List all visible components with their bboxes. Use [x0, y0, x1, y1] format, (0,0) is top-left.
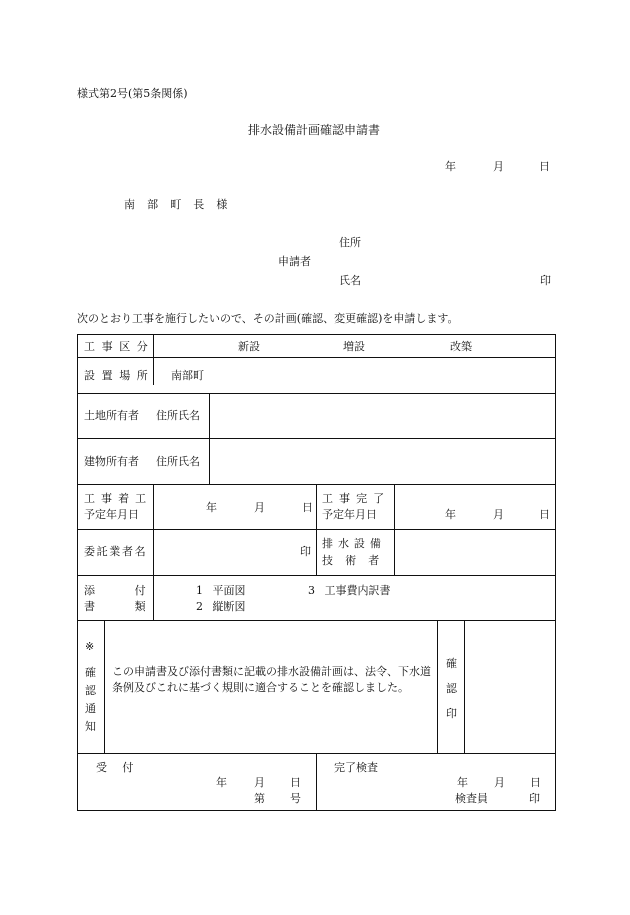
- work-type-label: 工事区分: [84, 340, 155, 353]
- date-day-label: 日: [539, 160, 550, 173]
- start-month: 月: [254, 501, 265, 514]
- date-month-label: 月: [493, 160, 504, 173]
- receipt-number-suffix: 号: [290, 792, 301, 805]
- inspection-label: 完了検査: [334, 761, 378, 774]
- applicant-address-label: 住所: [339, 236, 361, 249]
- confirm-seal-char: 認: [446, 682, 457, 695]
- inspection-day: 日: [530, 776, 541, 789]
- applicant-name-label: 氏名: [339, 274, 361, 287]
- receipt-year: 年: [216, 776, 227, 789]
- row-divider: [77, 620, 556, 621]
- end-year: 年: [445, 508, 456, 521]
- addressee: 南部町長様: [124, 198, 240, 211]
- applicant-label: 申請者: [278, 255, 311, 268]
- inspector-label: 検査員: [455, 792, 488, 805]
- location-value: 南部町: [171, 369, 204, 382]
- applicant-seal: 印: [540, 274, 551, 287]
- confirm-label-char: 認: [85, 684, 96, 697]
- confirm-label-char: 確: [85, 666, 96, 679]
- start-label-1: 工事着工: [84, 492, 153, 505]
- building-owner-label: 建物所有者: [84, 455, 139, 468]
- receipt-number-prefix: 第: [254, 792, 265, 805]
- col-divider: [209, 393, 210, 484]
- col-divider: [437, 620, 438, 753]
- engineer-label-2: 技術者: [322, 554, 392, 567]
- receipt-month: 月: [254, 776, 265, 789]
- confirm-seal-char: 確: [446, 657, 457, 670]
- land-owner-label: 土地所有者: [84, 409, 139, 422]
- contractor-label: 委託業者名: [84, 545, 148, 558]
- work-type-new: 新設: [238, 340, 260, 353]
- attachment-item: 2 縦断図: [196, 600, 246, 613]
- date-year-label: 年: [445, 160, 456, 173]
- col-divider: [316, 484, 317, 575]
- form-number: 様式第2号(第5条関係): [77, 87, 188, 100]
- page-title: 排水設備計画確認申請書: [248, 123, 381, 137]
- inspection-month: 月: [494, 776, 505, 789]
- inspection-year: 年: [457, 776, 468, 789]
- col-divider: [394, 484, 395, 575]
- engineer-label-1: 排水設備: [322, 537, 386, 550]
- attachment-item: 3 工事費内訳書: [308, 584, 391, 597]
- work-type-extension: 増設: [343, 340, 365, 353]
- receipt-label: 受付: [96, 761, 149, 774]
- start-day: 日: [302, 501, 313, 514]
- row-divider: [77, 357, 556, 358]
- attachment-item: 1 平面図: [196, 584, 246, 597]
- col-divider: [316, 753, 317, 811]
- intro-text: 次のとおり工事を施行したいので、その計画(確認、変更確認)を申請します。: [77, 312, 459, 325]
- inspector-seal: 印: [529, 792, 540, 805]
- confirm-label-char: 通: [85, 702, 96, 715]
- end-month: 月: [493, 508, 504, 521]
- attach-label-2: 書類: [84, 600, 186, 613]
- work-type-rebuild: 改築: [450, 340, 472, 353]
- end-label-1: 工事完了: [322, 492, 391, 505]
- row-divider: [77, 575, 556, 576]
- location-label: 設置場所: [84, 369, 155, 382]
- receipt-day: 日: [290, 776, 301, 789]
- land-owner-field: 住所氏名: [156, 409, 200, 422]
- end-label-2: 予定年月日: [322, 508, 377, 521]
- row-divider: [77, 438, 556, 439]
- contractor-seal: 印: [300, 545, 311, 558]
- start-label-2: 予定年月日: [84, 508, 139, 521]
- building-owner-field: 住所氏名: [156, 455, 200, 468]
- confirm-mark: ※: [85, 640, 95, 653]
- end-day: 日: [539, 508, 550, 521]
- row-divider: [77, 393, 556, 394]
- attach-label-1: 添付: [84, 584, 186, 597]
- start-year: 年: [206, 501, 217, 514]
- col-divider: [104, 620, 105, 753]
- confirm-seal-char: 印: [446, 707, 457, 720]
- confirm-label-char: 知: [85, 720, 96, 733]
- confirm-text: この申請書及び添付書類に記載の排水設備計画は、法令、下水道条例及びこれに基づく規則に適合することを確認しました。: [112, 665, 431, 694]
- col-divider: [464, 620, 465, 753]
